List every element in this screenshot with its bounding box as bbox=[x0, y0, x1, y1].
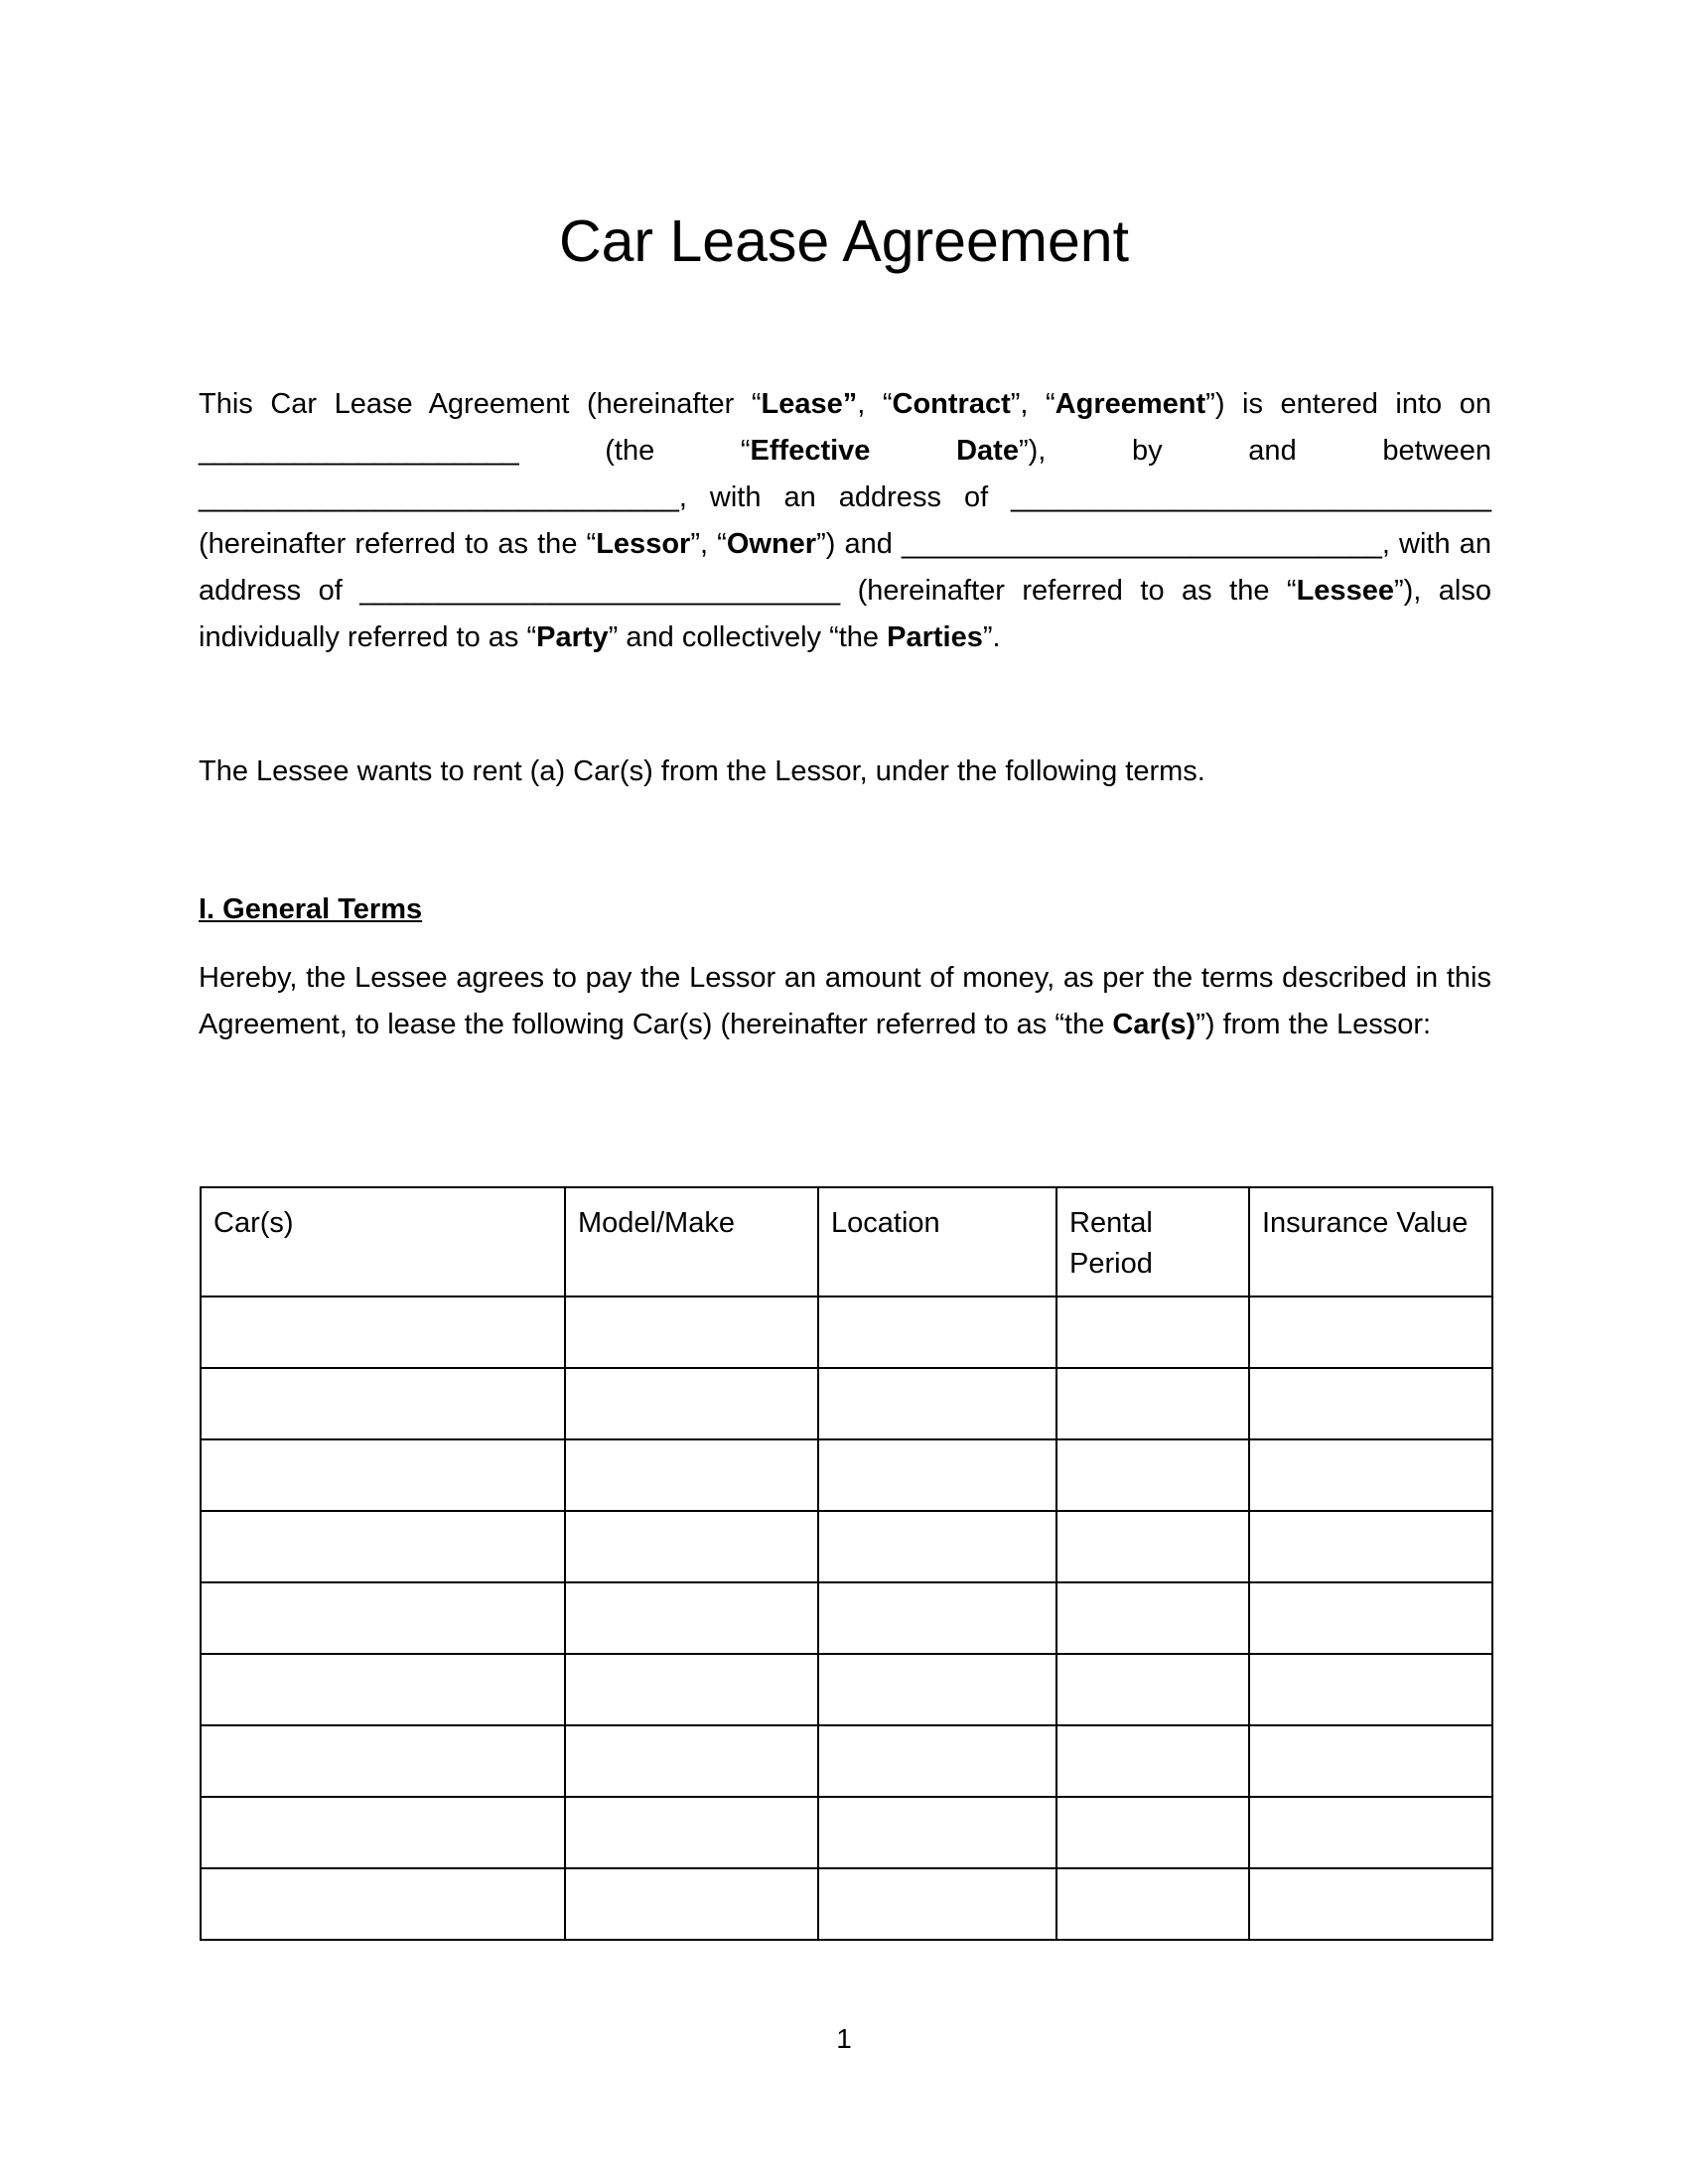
general-terms-text: ”) from the Lessor: bbox=[1196, 1009, 1432, 1040]
table-row bbox=[201, 1439, 1492, 1511]
intro-text: ”), also individually referred to as “ bbox=[199, 575, 1491, 653]
table-cell[interactable] bbox=[818, 1297, 1056, 1368]
column-header-insurance-value: Insurance Value bbox=[1249, 1187, 1492, 1297]
table-cell[interactable] bbox=[818, 1368, 1056, 1439]
table-header-row bbox=[201, 1187, 1492, 1297]
table-cell[interactable] bbox=[1056, 1439, 1249, 1511]
term-party: Party bbox=[536, 621, 609, 653]
car-lease-table bbox=[200, 1186, 1493, 1941]
table-cell[interactable] bbox=[1249, 1439, 1492, 1511]
table-row bbox=[201, 1368, 1492, 1439]
table-cell[interactable] bbox=[565, 1297, 818, 1368]
table-row bbox=[201, 1582, 1492, 1654]
table-row bbox=[201, 1511, 1492, 1582]
table-cell[interactable] bbox=[201, 1582, 565, 1654]
table-cell[interactable] bbox=[818, 1868, 1056, 1940]
intro-text: ”, “ bbox=[1010, 388, 1055, 420]
table-cell[interactable] bbox=[1249, 1868, 1492, 1940]
table-cell[interactable] bbox=[1249, 1511, 1492, 1582]
table-cell[interactable] bbox=[201, 1439, 565, 1511]
table-cell[interactable] bbox=[565, 1725, 818, 1797]
table-cell[interactable] bbox=[201, 1654, 565, 1725]
term-cars: Car(s) bbox=[1112, 1009, 1196, 1040]
table-cell[interactable] bbox=[201, 1368, 565, 1439]
column-header-cars: Car(s) bbox=[201, 1187, 565, 1297]
table-cell[interactable] bbox=[818, 1725, 1056, 1797]
document-title: Car Lease Agreement bbox=[559, 208, 1129, 274]
table-cell[interactable] bbox=[818, 1582, 1056, 1654]
table-row bbox=[201, 1654, 1492, 1725]
intro-text: ”), by and between ______________________________, with an address of ______________________________ (hereinafter referred to as the “ bbox=[199, 435, 1492, 560]
table-cell[interactable] bbox=[1249, 1582, 1492, 1654]
intro-text: ”. bbox=[982, 621, 1001, 653]
term-parties: Parties bbox=[887, 621, 983, 653]
table-cell[interactable] bbox=[1056, 1868, 1249, 1940]
term-effective-date: Effective Date bbox=[750, 435, 1019, 467]
term-lessor: Lessor bbox=[596, 528, 691, 560]
lessee-wants-paragraph: The Lessee wants to rent (a) Car(s) from the Lessor, under the following terms. bbox=[199, 755, 1205, 787]
table-row bbox=[201, 1868, 1492, 1940]
table-cell[interactable] bbox=[1249, 1797, 1492, 1868]
general-terms-paragraph bbox=[199, 955, 1491, 1048]
table-cell[interactable] bbox=[201, 1725, 565, 1797]
intro-text: ”) and ______________________________, with an address of ______________________________ (hereinafter referred to as the “ bbox=[199, 528, 1491, 607]
table-cell[interactable] bbox=[565, 1439, 818, 1511]
table-row bbox=[201, 1725, 1492, 1797]
intro-text: This Car Lease Agreement (hereinafter “ bbox=[199, 388, 762, 420]
intro-paragraph bbox=[199, 381, 1491, 661]
table-cell[interactable] bbox=[1056, 1582, 1249, 1654]
table-cell[interactable] bbox=[1056, 1797, 1249, 1868]
table-cell[interactable] bbox=[201, 1868, 565, 1940]
intro-text: , “ bbox=[857, 388, 893, 420]
term-agreement: Agreement bbox=[1055, 388, 1206, 420]
table-row bbox=[201, 1297, 1492, 1368]
table-cell[interactable] bbox=[1056, 1654, 1249, 1725]
section-heading-general-terms: I. General Terms bbox=[199, 893, 423, 925]
term-owner: Owner bbox=[726, 528, 817, 560]
table-cell[interactable] bbox=[1056, 1511, 1249, 1582]
table-cell[interactable] bbox=[565, 1654, 818, 1725]
intro-text: ” and collectively “the bbox=[608, 621, 888, 653]
table-cell[interactable] bbox=[565, 1868, 818, 1940]
table-row bbox=[201, 1797, 1492, 1868]
table-cell[interactable] bbox=[565, 1582, 818, 1654]
table-cell[interactable] bbox=[818, 1654, 1056, 1725]
intro-text: ”, “ bbox=[690, 528, 727, 560]
table-cell[interactable] bbox=[818, 1797, 1056, 1868]
table-cell[interactable] bbox=[1249, 1725, 1492, 1797]
table-cell[interactable] bbox=[565, 1797, 818, 1868]
column-header-model-make: Model/Make bbox=[565, 1187, 818, 1297]
table-cell[interactable] bbox=[1056, 1297, 1249, 1368]
intro-text: ”) is entered into on ____________________ (the “ bbox=[199, 388, 1491, 467]
term-contract: Contract bbox=[892, 388, 1011, 420]
column-header-location: Location bbox=[818, 1187, 1056, 1297]
table-cell[interactable] bbox=[201, 1797, 565, 1868]
table-cell[interactable] bbox=[201, 1511, 565, 1582]
general-terms-text: Hereby, the Lessee agrees to pay the Lessor an amount of money, as per the terms described in this Agreement, to lease the following Car(s) (hereinafter referred to as “the bbox=[199, 962, 1491, 1040]
table-cell[interactable] bbox=[565, 1368, 818, 1439]
table-cell[interactable] bbox=[1249, 1654, 1492, 1725]
table-cell[interactable] bbox=[1056, 1368, 1249, 1439]
column-header-rental-period: Rental Period bbox=[1056, 1187, 1249, 1297]
table-cell[interactable] bbox=[565, 1511, 818, 1582]
table-cell[interactable] bbox=[1249, 1297, 1492, 1368]
table-cell[interactable] bbox=[1056, 1725, 1249, 1797]
table-cell[interactable] bbox=[818, 1511, 1056, 1582]
page-number: 1 bbox=[836, 2023, 852, 2054]
term-lease: Lease” bbox=[761, 388, 858, 420]
table-cell[interactable] bbox=[201, 1297, 565, 1368]
table-cell[interactable] bbox=[1249, 1368, 1492, 1439]
table-cell[interactable] bbox=[818, 1439, 1056, 1511]
term-lessee: Lessee bbox=[1296, 575, 1394, 607]
